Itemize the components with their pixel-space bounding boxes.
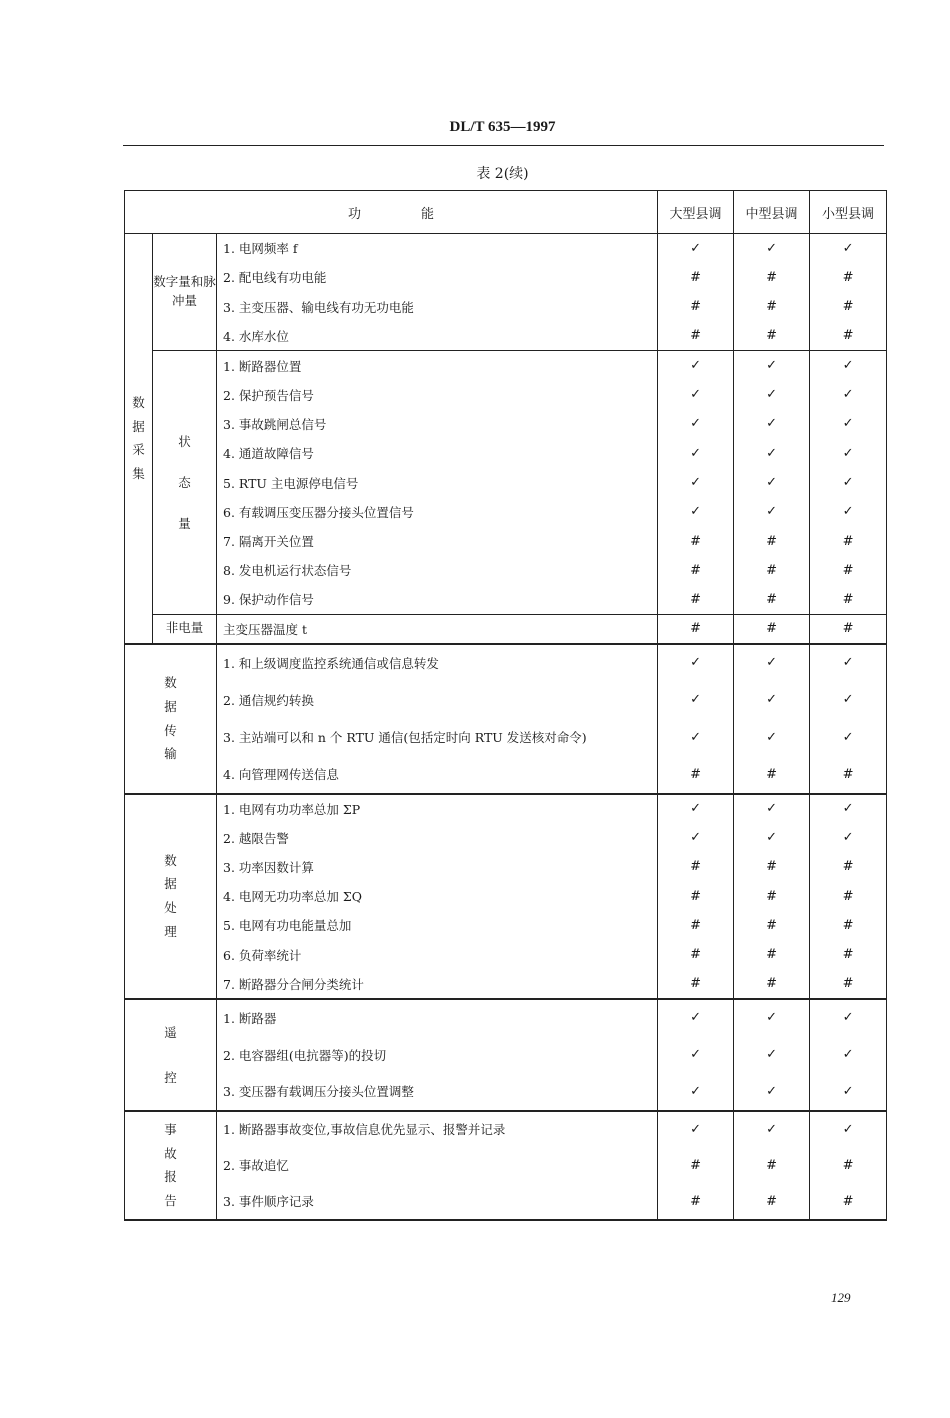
table-row: [125, 439, 887, 468]
mark-large: #: [658, 263, 734, 292]
group-label-char: 控: [164, 1069, 177, 1085]
table-row: [125, 380, 887, 409]
mark-small: ✓: [810, 681, 887, 719]
mark-small: ✓: [810, 1111, 887, 1148]
mark-large: ✓: [658, 644, 734, 682]
table-row: [125, 1111, 887, 1148]
group-event-report: [125, 1111, 217, 1221]
mark-small: #: [810, 614, 887, 643]
table-row: [125, 794, 887, 823]
mark-small: ✓: [810, 823, 887, 852]
mark-small: ✓: [810, 351, 887, 380]
group-label-char: 数字量: [153, 274, 191, 290]
group-label-char: 遥: [164, 1024, 177, 1040]
table-row: [125, 1073, 887, 1110]
mark-large: ✓: [658, 409, 734, 438]
function-item: 1. 断路器: [217, 999, 658, 1036]
mark-medium: ✓: [734, 497, 810, 526]
table-row: [125, 969, 887, 998]
mark-large: #: [658, 292, 734, 321]
mark-small: ✓: [810, 1036, 887, 1073]
mark-large: #: [658, 969, 734, 998]
mark-large: #: [658, 756, 734, 794]
subgroup-non-electric: 非电量: [153, 614, 217, 643]
table-row: [125, 719, 887, 757]
function-item: 2. 事故追忆: [217, 1147, 658, 1184]
mark-medium: #: [734, 940, 810, 969]
mark-large: ✓: [658, 234, 734, 263]
table-row: [125, 1147, 887, 1184]
function-item: 5. 电网有功电能量总加: [217, 911, 658, 940]
group-label-char: 处: [164, 900, 177, 916]
header-large-county: 大型县调: [658, 191, 734, 234]
function-item: 主变压器温度 t: [217, 614, 658, 643]
mark-large: #: [658, 852, 734, 881]
mark-small: #: [810, 263, 887, 292]
mark-small: ✓: [810, 497, 887, 526]
function-item: 2. 配电线有功电能: [217, 263, 658, 292]
function-item: 4. 电网无功功率总加 ΣQ: [217, 882, 658, 911]
mark-medium: #: [734, 969, 810, 998]
mark-large: #: [658, 1184, 734, 1221]
function-item: 1. 断路器事故变位,事故信息优先显示、报警并记录: [217, 1111, 658, 1148]
table-row: [125, 940, 887, 969]
group-label-char: 事: [164, 1121, 177, 1137]
mark-small: #: [810, 940, 887, 969]
header-function: 功 能: [125, 191, 658, 234]
group-label-char: 据: [132, 418, 145, 434]
function-item: 1. 和上级调度监控系统通信或信息转发: [217, 644, 658, 682]
table-row: [125, 1184, 887, 1221]
mark-medium: ✓: [734, 380, 810, 409]
group-label-char: 数: [164, 852, 177, 868]
function-item: 4. 水库水位: [217, 321, 658, 350]
header-small-county: 小型县调: [810, 191, 887, 234]
mark-large: #: [658, 556, 734, 585]
mark-medium: ✓: [734, 719, 810, 757]
function-item: 3. 功率因数计算: [217, 852, 658, 881]
table-row: [125, 585, 887, 614]
mark-large: ✓: [658, 497, 734, 526]
table-row: [125, 614, 887, 643]
mark-small: ✓: [810, 644, 887, 682]
mark-medium: #: [734, 1147, 810, 1184]
mark-large: ✓: [658, 823, 734, 852]
function-item: 3. 主变压器、输电线有功无功电能: [217, 292, 658, 321]
subgroup-status: [153, 351, 217, 615]
function-item: 4. 通道故障信号: [217, 439, 658, 468]
mark-large: ✓: [658, 468, 734, 497]
table-row: [125, 681, 887, 719]
mark-large: ✓: [658, 999, 734, 1036]
mark-medium: #: [734, 756, 810, 794]
mark-medium: ✓: [734, 409, 810, 438]
table-row: [125, 756, 887, 794]
mark-large: #: [658, 1147, 734, 1184]
page-number: 129: [831, 1290, 851, 1305]
group-data-acquisition: [125, 234, 153, 644]
group-label-char: 集: [132, 466, 145, 482]
function-item: 8. 发电机运行状态信号: [217, 556, 658, 585]
mark-large: ✓: [658, 439, 734, 468]
function-item: 7. 隔离开关位置: [217, 526, 658, 555]
table-caption: 表 2(续): [476, 166, 529, 182]
group-data-processing: [125, 794, 217, 999]
mark-small: #: [810, 585, 887, 614]
group-label-char: 数: [132, 394, 145, 410]
mark-small: #: [810, 1184, 887, 1221]
mark-small: ✓: [810, 1073, 887, 1110]
group-label-char: 据: [164, 876, 177, 892]
table-row: [125, 321, 887, 350]
mark-medium: ✓: [734, 351, 810, 380]
table-header-row: [125, 191, 887, 234]
table-row: [125, 1036, 887, 1073]
group-remote-control: [125, 999, 217, 1111]
group-label-char: 报: [164, 1169, 177, 1185]
mark-small: #: [810, 1147, 887, 1184]
mark-large: #: [658, 882, 734, 911]
mark-medium: ✓: [734, 1036, 810, 1073]
table-row: [125, 911, 887, 940]
header-rule: [123, 145, 884, 146]
group-label-char: 和: [190, 274, 204, 290]
group-label-char: 脉冲量: [171, 274, 216, 309]
mark-large: ✓: [658, 1111, 734, 1148]
function-item: 3. 变压器有载调压分接头位置调整: [217, 1073, 658, 1110]
mark-small: ✓: [810, 794, 887, 823]
mark-small: ✓: [810, 409, 887, 438]
table-row: [125, 468, 887, 497]
mark-medium: ✓: [734, 681, 810, 719]
function-item: 3. 事件顺序记录: [217, 1184, 658, 1221]
function-item: 1. 电网频率 f: [217, 234, 658, 263]
mark-large: ✓: [658, 1036, 734, 1073]
function-item: 1. 断路器位置: [217, 351, 658, 380]
mark-large: #: [658, 614, 734, 643]
table-row: [125, 556, 887, 585]
mark-small: #: [810, 292, 887, 321]
subgroup-digital-pulse: [153, 234, 217, 351]
function-item: 5. RTU 主电源停电信号: [217, 468, 658, 497]
mark-medium: ✓: [734, 439, 810, 468]
mark-medium: #: [734, 321, 810, 350]
function-item: 1. 电网有功功率总加 ΣP: [217, 794, 658, 823]
group-label-char: 数: [164, 675, 177, 691]
function-table: [124, 190, 887, 1221]
function-item: 2. 保护预告信号: [217, 380, 658, 409]
mark-medium: ✓: [734, 999, 810, 1036]
mark-small: ✓: [810, 439, 887, 468]
mark-large: ✓: [658, 351, 734, 380]
mark-small: #: [810, 882, 887, 911]
group-label-char: 故: [164, 1145, 177, 1161]
header-medium-county: 中型县调: [734, 191, 810, 234]
mark-small: ✓: [810, 999, 887, 1036]
mark-medium: ✓: [734, 823, 810, 852]
mark-small: #: [810, 321, 887, 350]
table-row: [125, 292, 887, 321]
function-item: 9. 保护动作信号: [217, 585, 658, 614]
group-label-char: 据: [164, 698, 177, 714]
function-item: 7. 断路器分合闸分类统计: [217, 969, 658, 998]
mark-medium: ✓: [734, 794, 810, 823]
group-label-char: 输: [164, 746, 177, 762]
table-row: [125, 497, 887, 526]
mark-medium: ✓: [734, 468, 810, 497]
mark-small: #: [810, 526, 887, 555]
mark-medium: #: [734, 911, 810, 940]
mark-medium: ✓: [734, 644, 810, 682]
mark-large: #: [658, 585, 734, 614]
table-row: [125, 999, 887, 1036]
mark-large: ✓: [658, 719, 734, 757]
table-row: [125, 852, 887, 881]
function-item: 4. 向管理网传送信息: [217, 756, 658, 794]
mark-medium: #: [734, 292, 810, 321]
mark-large: #: [658, 911, 734, 940]
mark-small: #: [810, 756, 887, 794]
table-row: [125, 644, 887, 682]
group-label-char: 理: [164, 923, 177, 939]
table-row: [125, 526, 887, 555]
mark-small: #: [810, 911, 887, 940]
mark-small: ✓: [810, 468, 887, 497]
mark-medium: #: [734, 852, 810, 881]
mark-medium: #: [734, 526, 810, 555]
group-label-char: 态: [178, 474, 191, 490]
group-label-char: 传: [164, 722, 177, 738]
mark-small: ✓: [810, 234, 887, 263]
mark-medium: #: [734, 882, 810, 911]
group-label-char: 告: [164, 1193, 177, 1209]
mark-small: ✓: [810, 719, 887, 757]
mark-large: ✓: [658, 380, 734, 409]
mark-large: ✓: [658, 681, 734, 719]
group-label-char: 状: [178, 433, 191, 449]
mark-medium: #: [734, 263, 810, 292]
table-row: [125, 409, 887, 438]
mark-small: #: [810, 556, 887, 585]
function-item: 3. 事故跳闸总信号: [217, 409, 658, 438]
mark-medium: ✓: [734, 234, 810, 263]
mark-large: #: [658, 321, 734, 350]
table-row: [125, 882, 887, 911]
mark-large: ✓: [658, 794, 734, 823]
mark-small: ✓: [810, 380, 887, 409]
group-label-char: 量: [178, 516, 191, 532]
mark-medium: #: [734, 614, 810, 643]
table-row: [125, 263, 887, 292]
document-id: DL/T 635—1997: [449, 119, 556, 135]
group-data-transmission: [125, 644, 217, 794]
function-item: 2. 通信规约转换: [217, 681, 658, 719]
mark-medium: #: [734, 556, 810, 585]
table-row: [125, 823, 887, 852]
mark-large: #: [658, 526, 734, 555]
function-item: 2. 电容器组(电抗器等)的投切: [217, 1036, 658, 1073]
function-item: 6. 有载调压变压器分接头位置信号: [217, 497, 658, 526]
mark-medium: #: [734, 1184, 810, 1221]
mark-large: ✓: [658, 1073, 734, 1110]
function-item: 6. 负荷率统计: [217, 940, 658, 969]
group-label-char: 采: [132, 442, 145, 458]
table-row: [125, 234, 887, 263]
function-item: 2. 越限告警: [217, 823, 658, 852]
function-item: 3. 主站端可以和 n 个 RTU 通信(包括定时向 RTU 发送核对命令): [217, 719, 658, 757]
mark-medium: ✓: [734, 1111, 810, 1148]
mark-small: #: [810, 852, 887, 881]
mark-medium: #: [734, 585, 810, 614]
mark-medium: ✓: [734, 1073, 810, 1110]
mark-small: #: [810, 969, 887, 998]
mark-large: #: [658, 940, 734, 969]
table-row: [125, 351, 887, 380]
